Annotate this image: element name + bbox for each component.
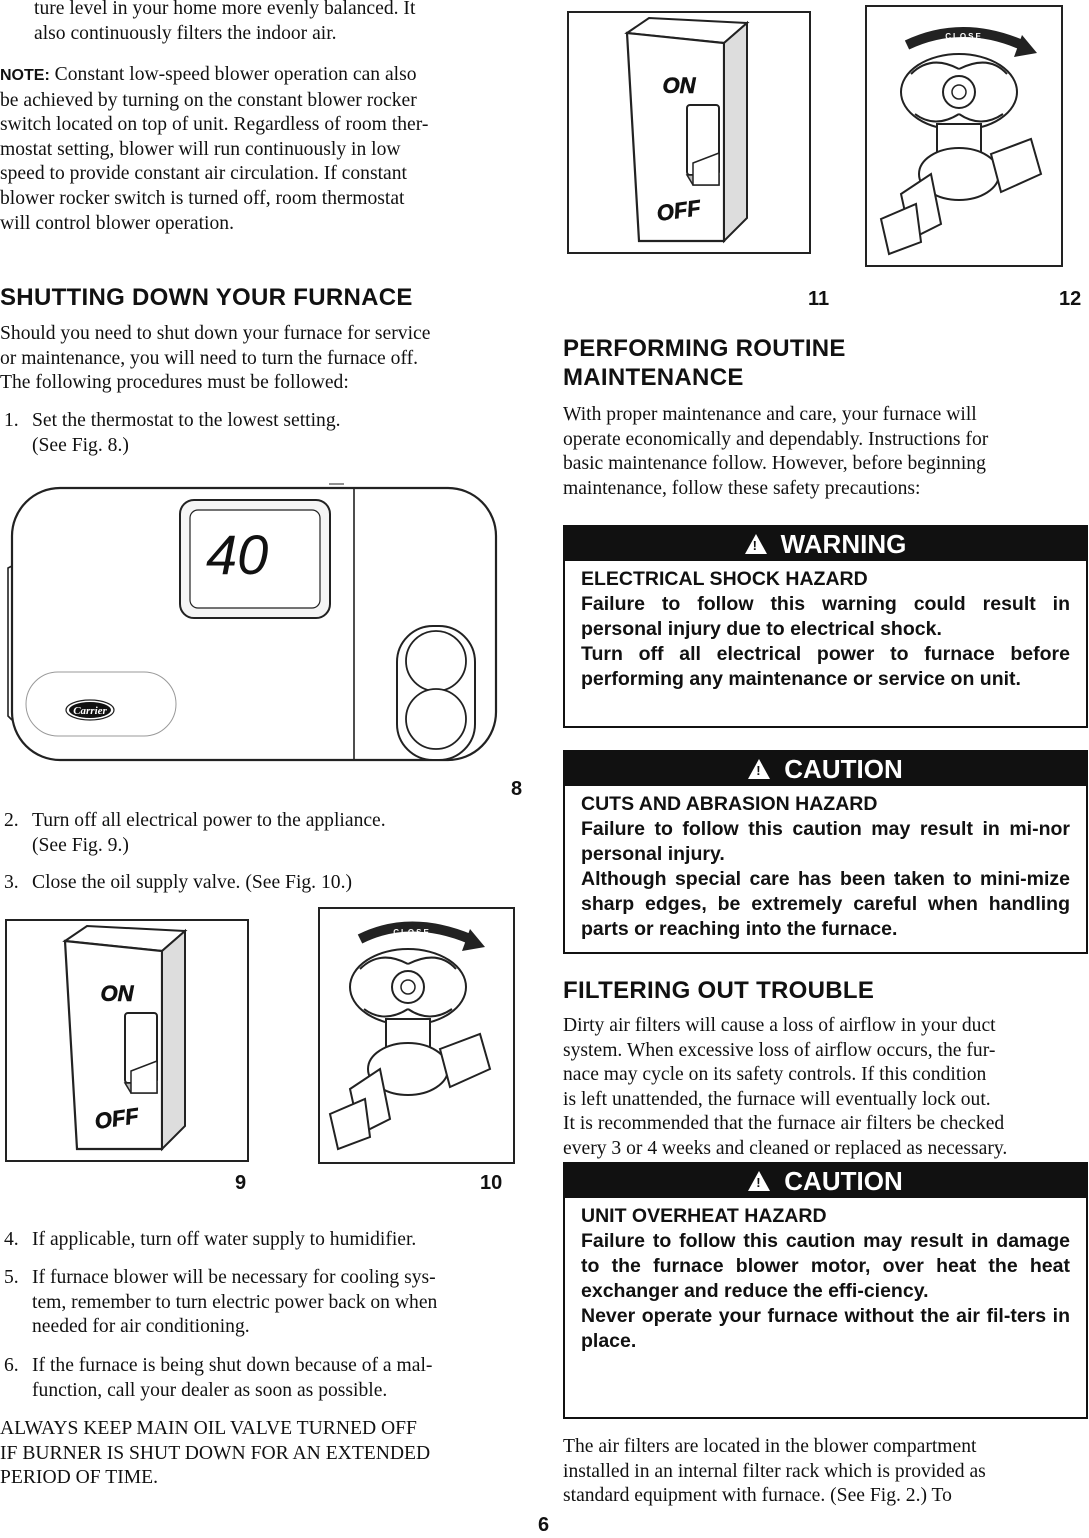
valve-close-label-2: CLOSE (945, 32, 983, 41)
carrier-logo: Carrier (73, 705, 107, 717)
caution-header-1: ! CAUTION (565, 752, 1086, 786)
intro-continuation: ture level in your home more evenly balanced. It also continuously filters the indoor air. (34, 0, 416, 44)
page-number: 6 (538, 1514, 550, 1536)
switch-on-label-2: ON (662, 73, 696, 98)
oil-valve-illustration-2 (867, 7, 1061, 265)
fig-10-number: 10 (480, 1172, 503, 1194)
caution-header-2: ! CAUTION (565, 1164, 1086, 1198)
always-note: ALWAYS KEEP MAIN OIL VALVE TURNED OFF IF BURNER IS SHUT DOWN FOR AN EXTENDED PERIOD OF TIME. (0, 1418, 431, 1489)
caution-2-hazard: UNIT OVERHEAT HAZARD (581, 1205, 827, 1227)
caution-box-1 (563, 750, 1088, 954)
warning-text-1: Failure to follow this warning could result in personal injury due to electrical shock. (581, 593, 1070, 640)
caution-2-text-2: Never operate your furnace without the air fil-ters in place. (581, 1305, 1070, 1352)
shutdown-intro: Should you need to shut down your furnace for service or maintenance, you will need to turn the furnace off. The following procedures must be followed: (0, 323, 431, 394)
warning-triangle-icon: ! (745, 534, 767, 554)
fig-8-number: 8 (511, 778, 523, 800)
power-switch-illustration (7, 921, 247, 1160)
warning-hazard: ELECTRICAL SHOCK HAZARD (581, 568, 868, 590)
thermostat-display: 40 (206, 523, 269, 586)
warning-box (563, 525, 1088, 728)
oil-valve-illustration (320, 909, 513, 1162)
maintenance-heading: PERFORMING ROUTINE MAINTENANCE (563, 335, 846, 391)
caution-1-hazard: CUTS AND ABRASION HAZARD (581, 793, 878, 815)
caution-triangle-icon: ! (748, 759, 770, 779)
fig-12-number: 12 (1059, 288, 1082, 310)
caution-triangle-icon-2: ! (748, 1171, 770, 1191)
switch-off-label: OFF (93, 1103, 141, 1134)
switch-on-label: ON (100, 981, 134, 1006)
valve-close-label: CLOSE (393, 928, 431, 937)
blower-note: NOTE: Constant low-speed blower operation can also be achieved by turning on the constant blower rocker switch located on top of unit. Regardless of room ther- mostat setting, blower will run continuously in low speed to provide constant air circulation. If constant blower rocker switch is turned off, room thermostat will control blower operation. (0, 64, 429, 234)
thermostat-illustration (4, 476, 504, 766)
warning-header: ! WARNING (565, 527, 1086, 561)
warning-text-2: Turn off all electrical power to furnace before performing any maintenance or service on unit. (581, 643, 1070, 690)
caution-box-2 (563, 1162, 1088, 1419)
fig-11-frame (567, 11, 811, 254)
fig-10-frame (318, 907, 515, 1164)
note-label: NOTE: (0, 67, 50, 84)
filtering-text: Dirty air filters will cause a loss of airflow in your duct system. When excessive loss of airflow occurs, the fur- nace may cycle on its safety controls. If this condition is left unattended, the furnace will eventually lock out. It is recommended that the furnace air filters be checked every 3 or 4 weeks and cleaned or replaced as necessary. (563, 1015, 1008, 1159)
fig-9-number: 9 (235, 1172, 247, 1194)
caution-2-text-1: Failure to follow this caution may result in damage to the furnace blower motor, over heat the heat exchanger and reduce the effi-ciency. (581, 1230, 1070, 1302)
fig-11-number: 11 (808, 288, 830, 310)
filter-location-text: The air filters are located in the blower compartment installed in an internal filter rack which is provided as standard equipment with furnace. (See Fig. 2.) To (563, 1436, 986, 1507)
power-switch-illustration-2 (569, 13, 809, 252)
fig-12-frame (865, 5, 1063, 267)
caution-1-text-1: Failure to follow this caution may result in mi-nor personal injury. (581, 818, 1070, 865)
caution-1-text-2: Although special care has been taken to mini-mize sharp edges, be extremely careful when handling parts or reaching into the furnace. (581, 868, 1070, 940)
switch-off-label-2: OFF (655, 195, 703, 226)
filtering-heading: FILTERING OUT TROUBLE (563, 977, 875, 1004)
fig-9-frame (5, 919, 249, 1162)
maintenance-intro: With proper maintenance and care, your furnace will operate economically and dependably. Instructions for basic maintenance follow. However, before beginning maintenance, follow these safety precautions: (563, 404, 989, 499)
shutdown-heading: SHUTTING DOWN YOUR FURNACE (0, 284, 413, 311)
